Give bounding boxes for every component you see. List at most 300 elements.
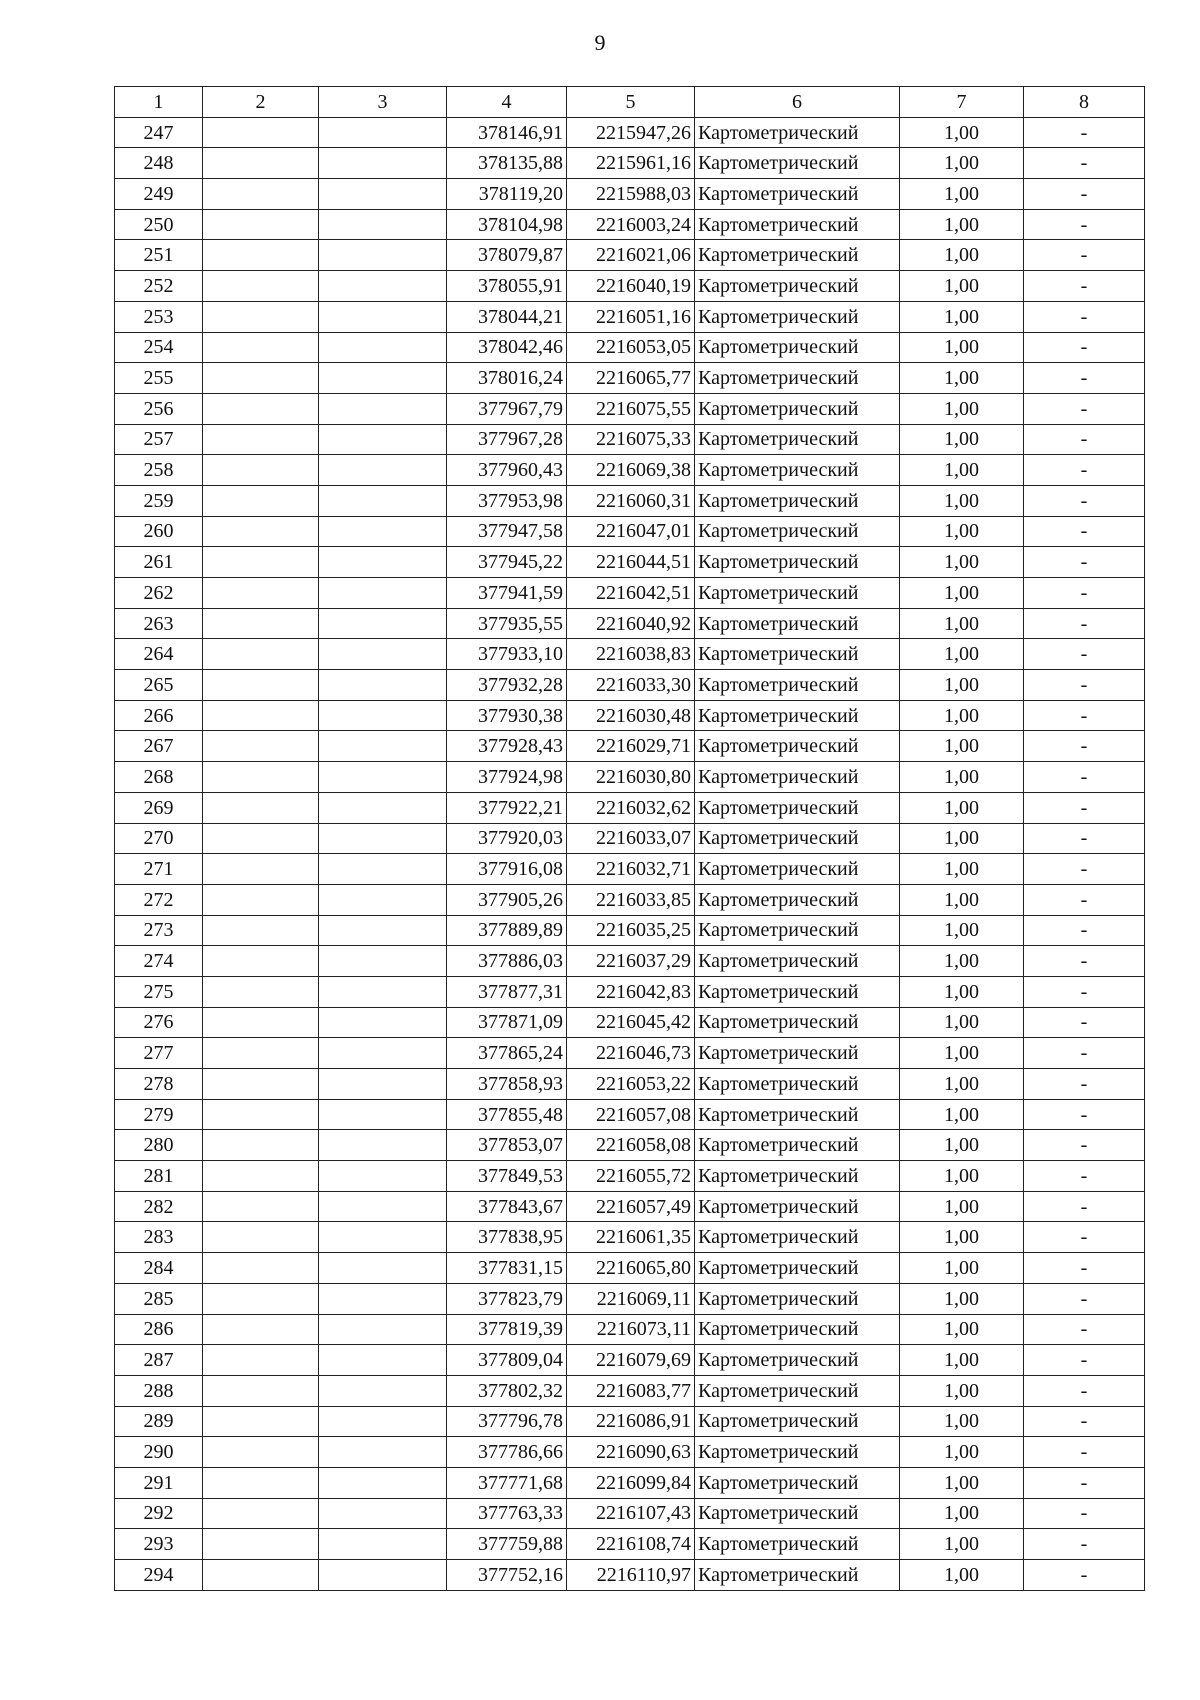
cell-coordinate-x: 377771,68 [447, 1467, 567, 1498]
cell-coordinate-x: 378135,88 [447, 148, 567, 179]
column-header-4: 4 [447, 87, 567, 118]
cell-coordinate-y: 2216099,84 [567, 1467, 695, 1498]
cell-coordinate-x: 377763,33 [447, 1498, 567, 1529]
cell-note: - [1024, 1437, 1145, 1468]
cell-col-2 [203, 578, 319, 609]
cell-col-2 [203, 762, 319, 793]
cell-coordinate-x: 377823,79 [447, 1283, 567, 1314]
cell-method: Картометрический [695, 148, 900, 179]
cell-coordinate-y: 2216053,22 [567, 1069, 695, 1100]
cell-point-number: 265 [115, 670, 203, 701]
table-row [115, 547, 1145, 578]
cell-method: Картометрический [695, 301, 900, 332]
table-row [115, 393, 1145, 424]
cell-coordinate-x: 377819,39 [447, 1314, 567, 1345]
table-row [115, 1161, 1145, 1192]
table-row [115, 1099, 1145, 1130]
cell-method: Картометрический [695, 823, 900, 854]
cell-coordinate-x: 377916,08 [447, 854, 567, 885]
cell-col-3 [319, 823, 447, 854]
table-row [115, 608, 1145, 639]
cell-col-2 [203, 608, 319, 639]
cell-note: - [1024, 823, 1145, 854]
table-row [115, 363, 1145, 394]
table-row [115, 670, 1145, 701]
table-row [115, 332, 1145, 363]
cell-point-number: 257 [115, 424, 203, 455]
table-row [115, 1222, 1145, 1253]
cell-point-number: 270 [115, 823, 203, 854]
cell-coordinate-y: 2216029,71 [567, 731, 695, 762]
cell-col-2 [203, 915, 319, 946]
cell-col-2 [203, 1099, 319, 1130]
cell-coordinate-x: 378146,91 [447, 117, 567, 148]
table-row [115, 179, 1145, 210]
cell-coordinate-x: 377877,31 [447, 976, 567, 1007]
cell-coordinate-x: 377941,59 [447, 578, 567, 609]
cell-coordinate-x: 377802,32 [447, 1375, 567, 1406]
table-row [115, 1007, 1145, 1038]
cell-note: - [1024, 393, 1145, 424]
cell-coordinate-y: 2216033,30 [567, 670, 695, 701]
cell-note: - [1024, 1161, 1145, 1192]
cell-col-3 [319, 1038, 447, 1069]
cell-accuracy: 1,00 [900, 455, 1024, 486]
cell-coordinate-x: 377871,09 [447, 1007, 567, 1038]
cell-method: Картометрический [695, 363, 900, 394]
cell-accuracy: 1,00 [900, 547, 1024, 578]
cell-coordinate-x: 377920,03 [447, 823, 567, 854]
table-row [115, 1191, 1145, 1222]
table-row [115, 731, 1145, 762]
cell-note: - [1024, 578, 1145, 609]
cell-coordinate-y: 2216107,43 [567, 1498, 695, 1529]
cell-accuracy: 1,00 [900, 1069, 1024, 1100]
cell-col-3 [319, 117, 447, 148]
cell-coordinate-y: 2216110,97 [567, 1560, 695, 1591]
cell-method: Картометрический [695, 1283, 900, 1314]
cell-coordinate-y: 2216038,83 [567, 639, 695, 670]
cell-col-3 [319, 670, 447, 701]
cell-col-2 [203, 1038, 319, 1069]
table-row [115, 792, 1145, 823]
cell-note: - [1024, 179, 1145, 210]
cell-note: - [1024, 976, 1145, 1007]
table-row [115, 1283, 1145, 1314]
table-row [115, 946, 1145, 977]
cell-col-3 [319, 700, 447, 731]
cell-col-2 [203, 240, 319, 271]
cell-note: - [1024, 271, 1145, 302]
cell-col-2 [203, 516, 319, 547]
cell-col-3 [319, 1560, 447, 1591]
table-row [115, 1529, 1145, 1560]
cell-col-3 [319, 148, 447, 179]
cell-col-3 [319, 578, 447, 609]
cell-coordinate-y: 2216057,49 [567, 1191, 695, 1222]
cell-accuracy: 1,00 [900, 1314, 1024, 1345]
cell-col-3 [319, 332, 447, 363]
cell-point-number: 263 [115, 608, 203, 639]
cell-col-3 [319, 301, 447, 332]
cell-method: Картометрический [695, 1099, 900, 1130]
cell-method: Картометрический [695, 762, 900, 793]
cell-accuracy: 1,00 [900, 1099, 1024, 1130]
cell-coordinate-y: 2216069,11 [567, 1283, 695, 1314]
cell-note: - [1024, 1253, 1145, 1284]
cell-point-number: 294 [115, 1560, 203, 1591]
cell-method: Картометрический [695, 1038, 900, 1069]
cell-accuracy: 1,00 [900, 1406, 1024, 1437]
cell-col-2 [203, 117, 319, 148]
cell-col-3 [319, 976, 447, 1007]
cell-col-3 [319, 1099, 447, 1130]
cell-col-2 [203, 271, 319, 302]
table-row [115, 209, 1145, 240]
cell-col-2 [203, 301, 319, 332]
cell-method: Картометрический [695, 1375, 900, 1406]
cell-coordinate-x: 377930,38 [447, 700, 567, 731]
cell-coordinate-x: 378079,87 [447, 240, 567, 271]
cell-coordinate-y: 2216046,73 [567, 1038, 695, 1069]
cell-accuracy: 1,00 [900, 1283, 1024, 1314]
cell-col-2 [203, 731, 319, 762]
cell-note: - [1024, 516, 1145, 547]
cell-accuracy: 1,00 [900, 762, 1024, 793]
cell-coordinate-x: 378042,46 [447, 332, 567, 363]
column-header-6: 6 [695, 87, 900, 118]
cell-coordinate-x: 377967,79 [447, 393, 567, 424]
cell-method: Картометрический [695, 424, 900, 455]
cell-point-number: 250 [115, 209, 203, 240]
cell-col-2 [203, 1467, 319, 1498]
cell-coordinate-x: 377945,22 [447, 547, 567, 578]
cell-coordinate-y: 2216073,11 [567, 1314, 695, 1345]
cell-note: - [1024, 1560, 1145, 1591]
cell-method: Картометрический [695, 1560, 900, 1591]
page-number: 9 [594, 30, 606, 55]
cell-accuracy: 1,00 [900, 792, 1024, 823]
table-row [115, 1345, 1145, 1376]
cell-coordinate-y: 2216037,29 [567, 946, 695, 977]
column-header-5: 5 [567, 87, 695, 118]
cell-col-3 [319, 639, 447, 670]
cell-point-number: 253 [115, 301, 203, 332]
cell-coordinate-y: 2216032,62 [567, 792, 695, 823]
cell-col-2 [203, 670, 319, 701]
cell-coordinate-x: 377831,15 [447, 1253, 567, 1284]
cell-method: Картометрический [695, 332, 900, 363]
cell-coordinate-y: 2216003,24 [567, 209, 695, 240]
cell-coordinate-x: 377759,88 [447, 1529, 567, 1560]
cell-coordinate-x: 377786,66 [447, 1437, 567, 1468]
cell-coordinate-y: 2216053,05 [567, 332, 695, 363]
cell-col-3 [319, 424, 447, 455]
cell-accuracy: 1,00 [900, 1130, 1024, 1161]
table-row [115, 884, 1145, 915]
cell-coordinate-y: 2216086,91 [567, 1406, 695, 1437]
cell-accuracy: 1,00 [900, 516, 1024, 547]
cell-method: Картометрический [695, 240, 900, 271]
cell-coordinate-y: 2216051,16 [567, 301, 695, 332]
cell-method: Картометрический [695, 485, 900, 516]
cell-accuracy: 1,00 [900, 1375, 1024, 1406]
table-row [115, 700, 1145, 731]
cell-method: Картометрический [695, 209, 900, 240]
cell-note: - [1024, 1498, 1145, 1529]
cell-accuracy: 1,00 [900, 1007, 1024, 1038]
cell-col-2 [203, 976, 319, 1007]
cell-note: - [1024, 455, 1145, 486]
table-row [115, 240, 1145, 271]
cell-col-3 [319, 1161, 447, 1192]
table-body [115, 117, 1145, 1590]
cell-coordinate-y: 2216047,01 [567, 516, 695, 547]
cell-accuracy: 1,00 [900, 271, 1024, 302]
cell-accuracy: 1,00 [900, 301, 1024, 332]
cell-col-2 [203, 1161, 319, 1192]
table-row [115, 1375, 1145, 1406]
table-row [115, 915, 1145, 946]
cell-accuracy: 1,00 [900, 393, 1024, 424]
coordinates-table [114, 86, 1145, 1591]
cell-method: Картометрический [695, 670, 900, 701]
cell-col-2 [203, 1560, 319, 1591]
cell-col-3 [319, 1191, 447, 1222]
cell-col-3 [319, 1222, 447, 1253]
cell-note: - [1024, 547, 1145, 578]
cell-coordinate-x: 377922,21 [447, 792, 567, 823]
cell-coordinate-x: 377838,95 [447, 1222, 567, 1253]
cell-col-3 [319, 485, 447, 516]
cell-col-3 [319, 1375, 447, 1406]
cell-point-number: 282 [115, 1191, 203, 1222]
cell-coordinate-y: 2216058,08 [567, 1130, 695, 1161]
cell-coordinate-x: 377796,78 [447, 1406, 567, 1437]
cell-note: - [1024, 1038, 1145, 1069]
cell-coordinate-y: 2216079,69 [567, 1345, 695, 1376]
cell-col-3 [319, 608, 447, 639]
cell-point-number: 268 [115, 762, 203, 793]
cell-method: Картометрический [695, 700, 900, 731]
table-row [115, 823, 1145, 854]
cell-coordinate-x: 377932,28 [447, 670, 567, 701]
cell-col-2 [203, 1406, 319, 1437]
cell-method: Картометрический [695, 516, 900, 547]
cell-coordinate-y: 2216060,31 [567, 485, 695, 516]
cell-accuracy: 1,00 [900, 731, 1024, 762]
cell-col-3 [319, 455, 447, 486]
cell-accuracy: 1,00 [900, 209, 1024, 240]
cell-point-number: 293 [115, 1529, 203, 1560]
cell-coordinate-x: 377809,04 [447, 1345, 567, 1376]
cell-coordinate-y: 2216090,63 [567, 1437, 695, 1468]
cell-point-number: 289 [115, 1406, 203, 1437]
cell-col-3 [319, 271, 447, 302]
cell-col-2 [203, 1375, 319, 1406]
table-row [115, 1314, 1145, 1345]
cell-col-3 [319, 516, 447, 547]
cell-coordinate-x: 377853,07 [447, 1130, 567, 1161]
cell-coordinate-x: 377905,26 [447, 884, 567, 915]
cell-col-2 [203, 1529, 319, 1560]
cell-point-number: 271 [115, 854, 203, 885]
cell-method: Картометрический [695, 547, 900, 578]
cell-accuracy: 1,00 [900, 946, 1024, 977]
column-header-7: 7 [900, 87, 1024, 118]
cell-accuracy: 1,00 [900, 240, 1024, 271]
cell-method: Картометрический [695, 1191, 900, 1222]
table-row [115, 854, 1145, 885]
cell-accuracy: 1,00 [900, 1191, 1024, 1222]
table-row [115, 1406, 1145, 1437]
cell-method: Картометрический [695, 271, 900, 302]
table-row [115, 1498, 1145, 1529]
cell-point-number: 262 [115, 578, 203, 609]
cell-col-3 [319, 854, 447, 885]
cell-note: - [1024, 762, 1145, 793]
cell-col-3 [319, 1283, 447, 1314]
cell-accuracy: 1,00 [900, 1222, 1024, 1253]
cell-coordinate-y: 2216083,77 [567, 1375, 695, 1406]
cell-note: - [1024, 363, 1145, 394]
cell-coordinate-x: 377928,43 [447, 731, 567, 762]
cell-coordinate-x: 378055,91 [447, 271, 567, 302]
cell-coordinate-y: 2216075,55 [567, 393, 695, 424]
cell-point-number: 290 [115, 1437, 203, 1468]
column-header-3: 3 [319, 87, 447, 118]
cell-col-2 [203, 485, 319, 516]
cell-coordinate-y: 2216040,92 [567, 608, 695, 639]
cell-col-2 [203, 1222, 319, 1253]
cell-accuracy: 1,00 [900, 1253, 1024, 1284]
cell-coordinate-x: 377858,93 [447, 1069, 567, 1100]
cell-note: - [1024, 332, 1145, 363]
cell-method: Картометрический [695, 639, 900, 670]
column-header-8: 8 [1024, 87, 1145, 118]
cell-col-3 [319, 363, 447, 394]
cell-accuracy: 1,00 [900, 700, 1024, 731]
cell-note: - [1024, 1069, 1145, 1100]
cell-point-number: 283 [115, 1222, 203, 1253]
cell-point-number: 259 [115, 485, 203, 516]
cell-method: Картометрический [695, 117, 900, 148]
cell-accuracy: 1,00 [900, 1038, 1024, 1069]
cell-coordinate-x: 378016,24 [447, 363, 567, 394]
cell-col-3 [319, 1069, 447, 1100]
cell-accuracy: 1,00 [900, 332, 1024, 363]
table-row [115, 1560, 1145, 1591]
cell-point-number: 287 [115, 1345, 203, 1376]
cell-col-2 [203, 332, 319, 363]
cell-col-2 [203, 823, 319, 854]
table-row [115, 976, 1145, 1007]
cell-col-3 [319, 1130, 447, 1161]
cell-coordinate-y: 2216033,85 [567, 884, 695, 915]
cell-coordinate-y: 2216032,71 [567, 854, 695, 885]
cell-coordinate-y: 2216108,74 [567, 1529, 695, 1560]
cell-coordinate-x: 377935,55 [447, 608, 567, 639]
cell-note: - [1024, 240, 1145, 271]
table-row [115, 639, 1145, 670]
cell-col-3 [319, 1253, 447, 1284]
cell-col-3 [319, 209, 447, 240]
table-row [115, 1130, 1145, 1161]
cell-note: - [1024, 915, 1145, 946]
cell-col-2 [203, 424, 319, 455]
cell-coordinate-y: 2216021,06 [567, 240, 695, 271]
cell-method: Картометрический [695, 1529, 900, 1560]
cell-method: Картометрический [695, 1253, 900, 1284]
cell-coordinate-y: 2216075,33 [567, 424, 695, 455]
cell-method: Картометрический [695, 731, 900, 762]
table-row [115, 271, 1145, 302]
table-row [115, 148, 1145, 179]
cell-note: - [1024, 639, 1145, 670]
cell-coordinate-x: 377886,03 [447, 946, 567, 977]
cell-col-3 [319, 946, 447, 977]
cell-point-number: 260 [115, 516, 203, 547]
cell-method: Картометрический [695, 1161, 900, 1192]
cell-method: Картометрический [695, 1130, 900, 1161]
cell-point-number: 279 [115, 1099, 203, 1130]
cell-col-2 [203, 1283, 319, 1314]
cell-coordinate-y: 2216055,72 [567, 1161, 695, 1192]
cell-note: - [1024, 608, 1145, 639]
cell-method: Картометрический [695, 1314, 900, 1345]
cell-coordinate-y: 2216065,77 [567, 363, 695, 394]
cell-note: - [1024, 946, 1145, 977]
cell-col-3 [319, 1498, 447, 1529]
table-row [115, 117, 1145, 148]
cell-accuracy: 1,00 [900, 578, 1024, 609]
table-row [115, 516, 1145, 547]
cell-col-2 [203, 854, 319, 885]
cell-accuracy: 1,00 [900, 1529, 1024, 1560]
cell-method: Картометрический [695, 578, 900, 609]
cell-col-3 [319, 547, 447, 578]
table-row [115, 1467, 1145, 1498]
cell-col-3 [319, 915, 447, 946]
cell-col-3 [319, 792, 447, 823]
table-row [115, 455, 1145, 486]
cell-accuracy: 1,00 [900, 1345, 1024, 1376]
cell-col-2 [203, 363, 319, 394]
cell-col-2 [203, 1498, 319, 1529]
cell-coordinate-y: 2216033,07 [567, 823, 695, 854]
cell-coordinate-x: 377849,53 [447, 1161, 567, 1192]
cell-col-3 [319, 1437, 447, 1468]
cell-point-number: 252 [115, 271, 203, 302]
cell-coordinate-y: 2216042,83 [567, 976, 695, 1007]
cell-col-2 [203, 1191, 319, 1222]
cell-col-3 [319, 1406, 447, 1437]
cell-accuracy: 1,00 [900, 915, 1024, 946]
cell-coordinate-y: 2216061,35 [567, 1222, 695, 1253]
cell-coordinate-x: 377843,67 [447, 1191, 567, 1222]
cell-coordinate-y: 2216030,48 [567, 700, 695, 731]
cell-note: - [1024, 485, 1145, 516]
cell-coordinate-y: 2216069,38 [567, 455, 695, 486]
cell-point-number: 278 [115, 1069, 203, 1100]
cell-coordinate-x: 377947,58 [447, 516, 567, 547]
cell-point-number: 258 [115, 455, 203, 486]
cell-note: - [1024, 1314, 1145, 1345]
cell-accuracy: 1,00 [900, 639, 1024, 670]
cell-coordinate-x: 377865,24 [447, 1038, 567, 1069]
cell-col-2 [203, 946, 319, 977]
cell-coordinate-y: 2216057,08 [567, 1099, 695, 1130]
